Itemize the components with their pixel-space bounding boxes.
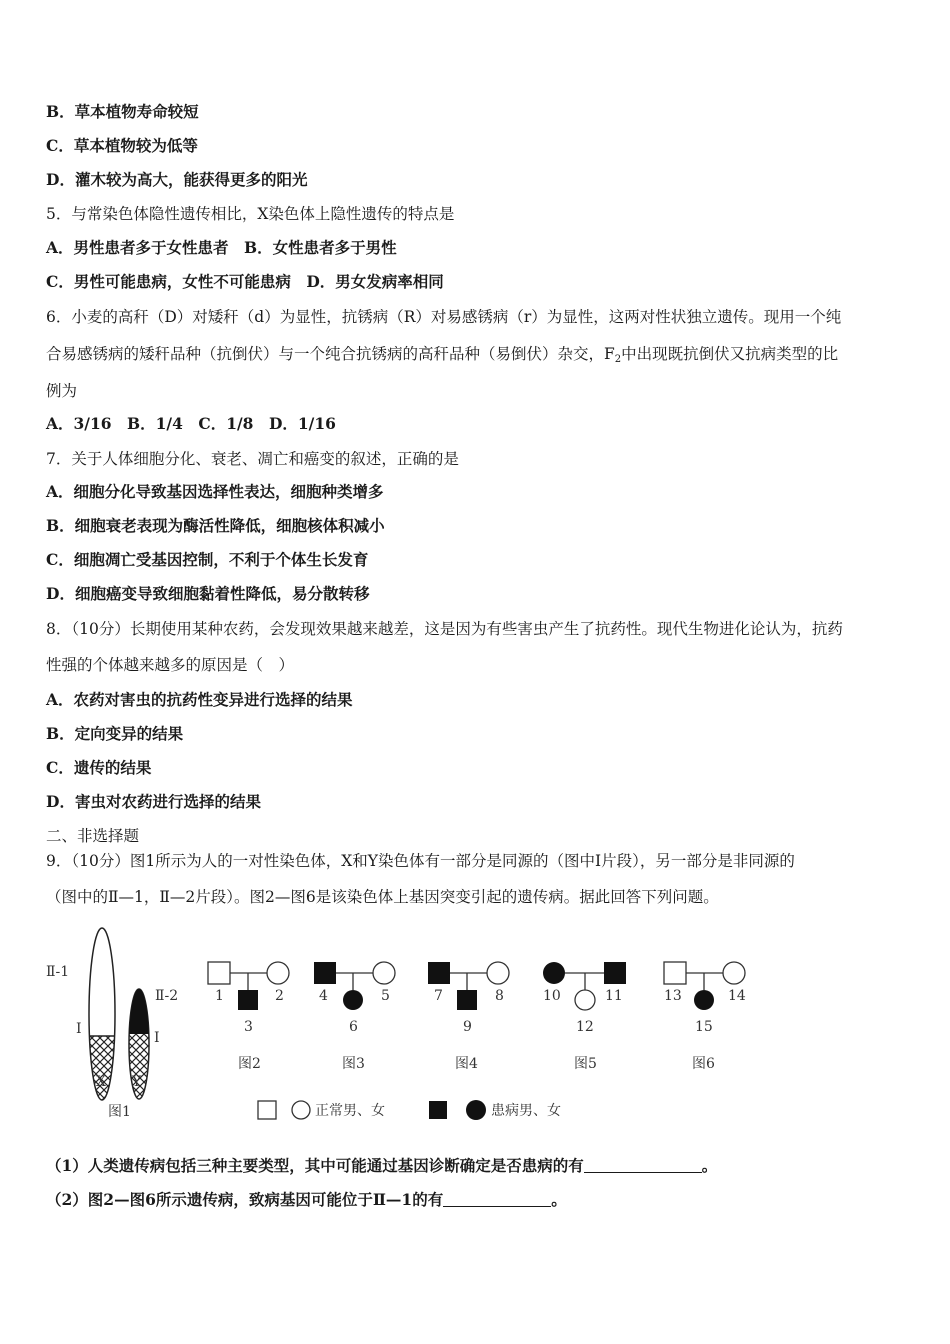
individual-number: 3 (244, 1019, 253, 1035)
legend-normal-label: 正常男、女 (315, 1103, 385, 1119)
male-affected-symbol (314, 962, 336, 984)
individual-number: 15 (695, 1019, 713, 1035)
pedigree-fig5 (543, 962, 626, 1072)
male-normal-symbol (208, 962, 230, 984)
legend-female-affected (466, 1100, 486, 1120)
female-normal-symbol (373, 962, 395, 984)
label-x: X (96, 1074, 106, 1090)
q7-option-a: A．细胞分化导致基因选择性表达，细胞种类增多 (46, 482, 384, 501)
individual-number: 14 (728, 988, 746, 1004)
female-affected-symbol (694, 990, 714, 1010)
individual-number: 6 (349, 1019, 358, 1035)
pedigree-fig4 (428, 962, 509, 1072)
individual-number: 2 (275, 988, 284, 1004)
legend-affected-label: 患病男、女 (491, 1103, 561, 1119)
female-normal-symbol (487, 962, 509, 984)
caption-fig2: 图2 (238, 1056, 261, 1072)
q6-stem-line3: 例为 (46, 382, 78, 400)
individual-number: 7 (434, 988, 443, 1004)
pedigree-fig3 (314, 962, 395, 1072)
q8-stem-line2: 性强的个体越来越多的原因是（ ） (46, 656, 295, 674)
label-ii-2: Ⅱ-2 (155, 988, 179, 1004)
label-i-right: Ⅰ (154, 1030, 160, 1046)
individual-number: 4 (319, 988, 328, 1004)
label-ii-1: Ⅱ-1 (46, 964, 70, 980)
caption-fig5: 图5 (574, 1056, 597, 1072)
q9-subquestion-2: （2）图2—图6所示遗传病，致病基因可能位于Ⅱ—1的有 。 (46, 1190, 567, 1209)
female-affected-symbol (343, 990, 363, 1010)
pedigree-figure (40, 918, 780, 1128)
label-y: Y (132, 1074, 142, 1090)
male-normal-symbol (664, 962, 686, 984)
q4-option-c: C．草本植物较为低等 (46, 136, 198, 155)
q8-option-b: B．定向变异的结果 (46, 724, 184, 743)
q7-option-d: D．细胞癌变导致细胞黏着性降低，易分散转移 (46, 584, 370, 603)
legend-female-normal (292, 1101, 310, 1119)
caption-fig4: 图4 (455, 1056, 478, 1072)
male-affected-symbol (428, 962, 450, 984)
q8-stem-line1: 8．（10分）长期使用某种农药，会发现效果越来越差，这是因为有些害虫产生了抗药性。现代生物进化论认为，抗药 (46, 620, 843, 638)
q4-option-b: B．草本植物寿命较短 (46, 102, 199, 121)
q8-option-c: C．遗传的结果 (46, 758, 152, 777)
q9-subquestion-1: （1）人类遗传病包括三种主要类型，其中可能通过基因诊断确定是否患病的有 。 (46, 1156, 718, 1175)
answer-blank-2[interactable] (443, 1192, 551, 1207)
individual-number: 8 (495, 988, 504, 1004)
individual-number: 11 (605, 988, 623, 1004)
individual-number: 10 (543, 988, 561, 1004)
female-normal-symbol (267, 962, 289, 984)
caption-fig1: 图1 (108, 1104, 131, 1120)
caption-fig3: 图3 (342, 1056, 365, 1072)
individual-number: 5 (381, 988, 390, 1004)
legend-male-normal (258, 1101, 276, 1119)
q8-option-d: D．害虫对农药进行选择的结果 (46, 792, 261, 811)
caption-fig6: 图6 (692, 1056, 715, 1072)
q7-option-b: B．细胞衰老表现为酶活性降低，细胞核体积减小 (46, 516, 385, 535)
q9-stem-line2: （图中的Ⅱ—1，Ⅱ—2片段）。图2—图6是该染色体上基因突变引起的遗传病。据此回答下列问题。 (46, 888, 719, 906)
individual-number: 12 (576, 1019, 594, 1035)
pedigree-fig6 (664, 962, 746, 1072)
section-heading: 二、非选择题 (46, 827, 140, 845)
q9-stem-line1: 9．（10分）图1所示为人的一对性染色体，X和Y染色体有一部分是同源的（图中Ⅰ片段），另一部分是非同源的 (46, 852, 795, 870)
q4-option-d: D．灌木较为高大，能获得更多的阳光 (46, 170, 308, 189)
pedigree-fig2 (208, 962, 289, 1072)
female-normal-symbol (575, 990, 595, 1010)
female-affected-symbol (543, 962, 565, 984)
q7-stem: 7．关于人体细胞分化、衰老、凋亡和癌变的叙述，正确的是 (46, 450, 459, 468)
legend (258, 1100, 561, 1120)
q8-option-a: A．农药对害虫的抗药性变异进行选择的结果 (46, 690, 353, 709)
individual-number: 9 (463, 1019, 472, 1035)
female-normal-symbol (723, 962, 745, 984)
male-affected-symbol (238, 990, 258, 1010)
q5-options-cd: C．男性可能患病，女性不可能患病 D．男女发病率相同 (46, 272, 444, 291)
answer-blank-1[interactable] (584, 1158, 702, 1173)
individual-number: 13 (664, 988, 682, 1004)
q6-stem-line1: 6．小麦的高秆（D）对矮秆（d）为显性，抗锈病（R）对易感锈病（r）为显性，这两对性状独立遗传。现用一个纯 (46, 308, 842, 326)
male-affected-symbol (457, 990, 477, 1010)
q5-stem: 5．与常染色体隐性遗传相比，X染色体上隐性遗传的特点是 (46, 205, 455, 223)
q5-options-ab: A．男性患者多于女性患者 B．女性患者多于男性 (46, 238, 397, 257)
legend-male-affected (429, 1101, 447, 1119)
q7-option-c: C．细胞凋亡受基因控制，不利于个体生长发育 (46, 550, 369, 569)
label-i-left: Ⅰ (76, 1021, 82, 1037)
individual-number: 1 (215, 988, 224, 1004)
male-affected-symbol (604, 962, 626, 984)
q6-stem-line2: 合易感锈病的矮秆品种（抗倒伏）与一个纯合抗锈病的高秆品种（易倒伏）杂交，$F_2$中出现既抗倒伏又抗病类型的比 (46, 345, 839, 365)
q6-options: A．3/16 B．1/4 C．1/8 D．1/16 (46, 414, 336, 433)
